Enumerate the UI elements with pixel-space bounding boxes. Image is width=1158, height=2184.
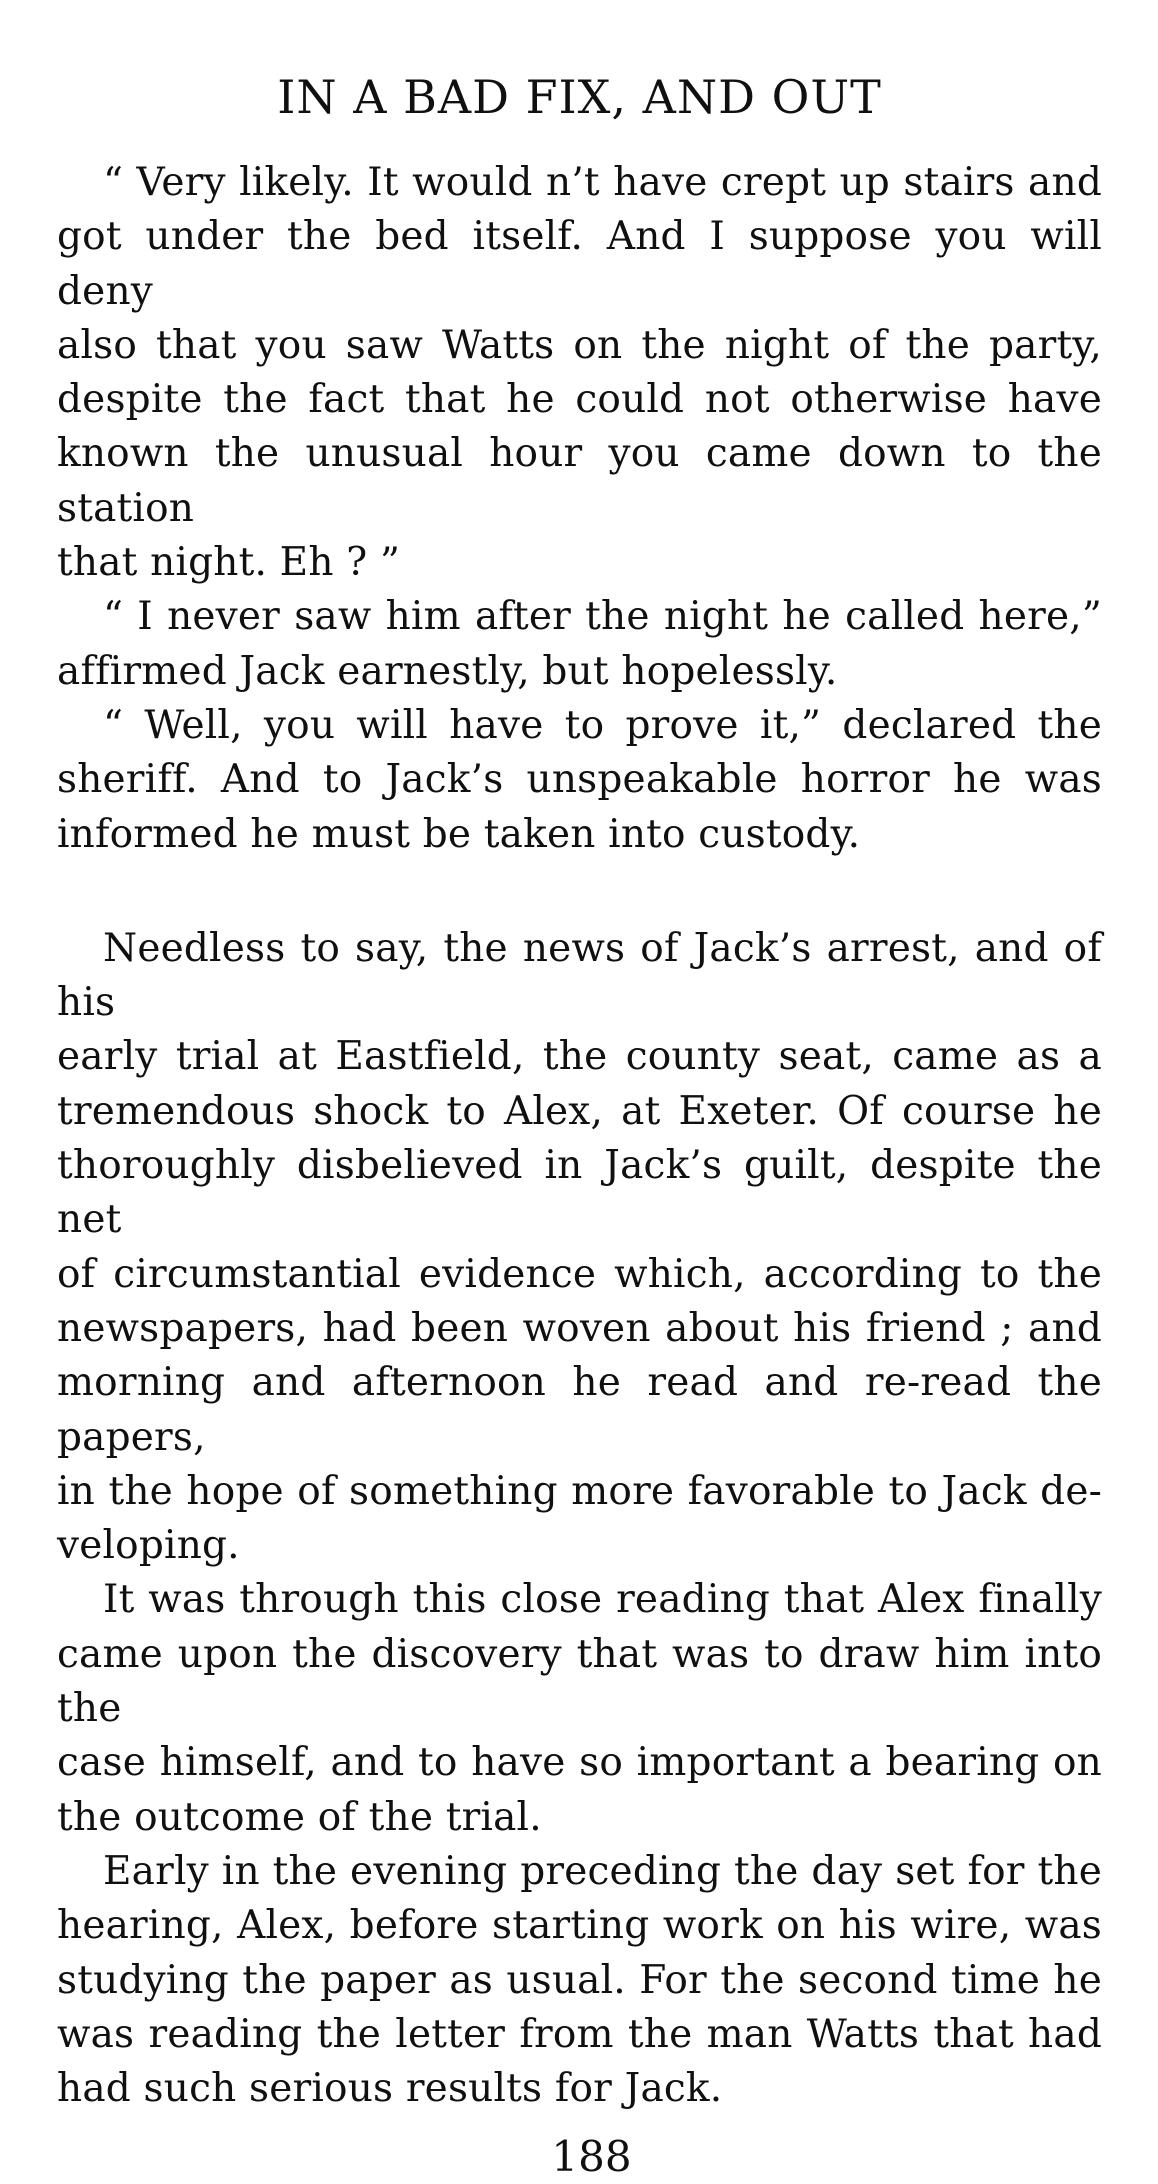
text-line: “ Very likely. It would n’t have crept up stairs and <box>103 160 1102 205</box>
text-line: in the hope of something more favorable to Jack de- <box>57 1468 1102 1514</box>
text-line: affirmed Jack earnestly, but hopelessly. <box>57 648 838 694</box>
text-line: known the unusual hour you came down to the station <box>57 431 1102 531</box>
page-number: 188 <box>551 2132 632 2182</box>
text-line: “ Well, you will have to prove it,” declared the <box>103 702 1102 748</box>
chapter-running-head: IN A BAD FIX, AND OUT <box>277 70 882 124</box>
paragraph <box>57 922 1102 1574</box>
text-line: was reading the letter from the man Watts that had <box>57 2011 1102 2057</box>
text-line: morning and afternoon he read and re-read the papers, <box>57 1360 1102 1460</box>
text-line: case himself, and to have so important a bearing on <box>57 1740 1102 1786</box>
section-break <box>57 862 1102 922</box>
text-line: the outcome of the trial. <box>57 1794 542 1840</box>
text-line: also that you saw Watts on the night of the party, <box>57 322 1102 368</box>
text-line: sheriff. And to Jack’s unspeakable horror he was <box>57 757 1102 803</box>
paragraph <box>57 590 1102 699</box>
text-line: It was through this close reading that Alex finally <box>103 1577 1102 1623</box>
text-line: hearing, Alex, before starting work on his wire, was <box>57 1903 1102 1949</box>
text-line: had such serious results for Jack. <box>57 2066 723 2112</box>
text-line: newspapers, had been woven about his friend ; and <box>57 1305 1102 1351</box>
text-line: informed he must be taken into custody. <box>57 811 861 857</box>
text-line: veloping. <box>57 1523 240 1569</box>
paragraph <box>57 1845 1102 2116</box>
text-line: “ I never saw him after the night he called here,” <box>103 594 1102 640</box>
paragraph <box>57 156 1102 590</box>
text-line: thoroughly disbelieved in Jack’s guilt, despite the net <box>57 1143 1102 1243</box>
text-line: tremendous shock to Alex, at Exeter. Of course he <box>57 1088 1102 1134</box>
text-line: of circumstantial evidence which, according to the <box>57 1251 1102 1297</box>
text-line: got under the bed itself. And I suppose you will deny <box>57 214 1102 314</box>
paragraph <box>57 1573 1102 1844</box>
text-column <box>57 0 1102 2184</box>
text-line: that night. Eh ? ” <box>57 540 401 586</box>
text-line: Early in the evening preceding the day set for the <box>103 1848 1102 1894</box>
text-line: studying the paper as usual. For the second time he <box>57 1957 1102 2003</box>
text-line: came upon the discovery that was to draw him into the <box>57 1631 1102 1732</box>
text-body <box>57 156 1102 2116</box>
text-line: Needless to say, the news of Jack’s arrest, and of his <box>57 925 1102 1026</box>
paragraph <box>57 699 1102 862</box>
text-line: despite the fact that he could not otherwise have <box>57 377 1102 423</box>
text-line: early trial at Eastfield, the county seat, came as a <box>57 1034 1102 1080</box>
